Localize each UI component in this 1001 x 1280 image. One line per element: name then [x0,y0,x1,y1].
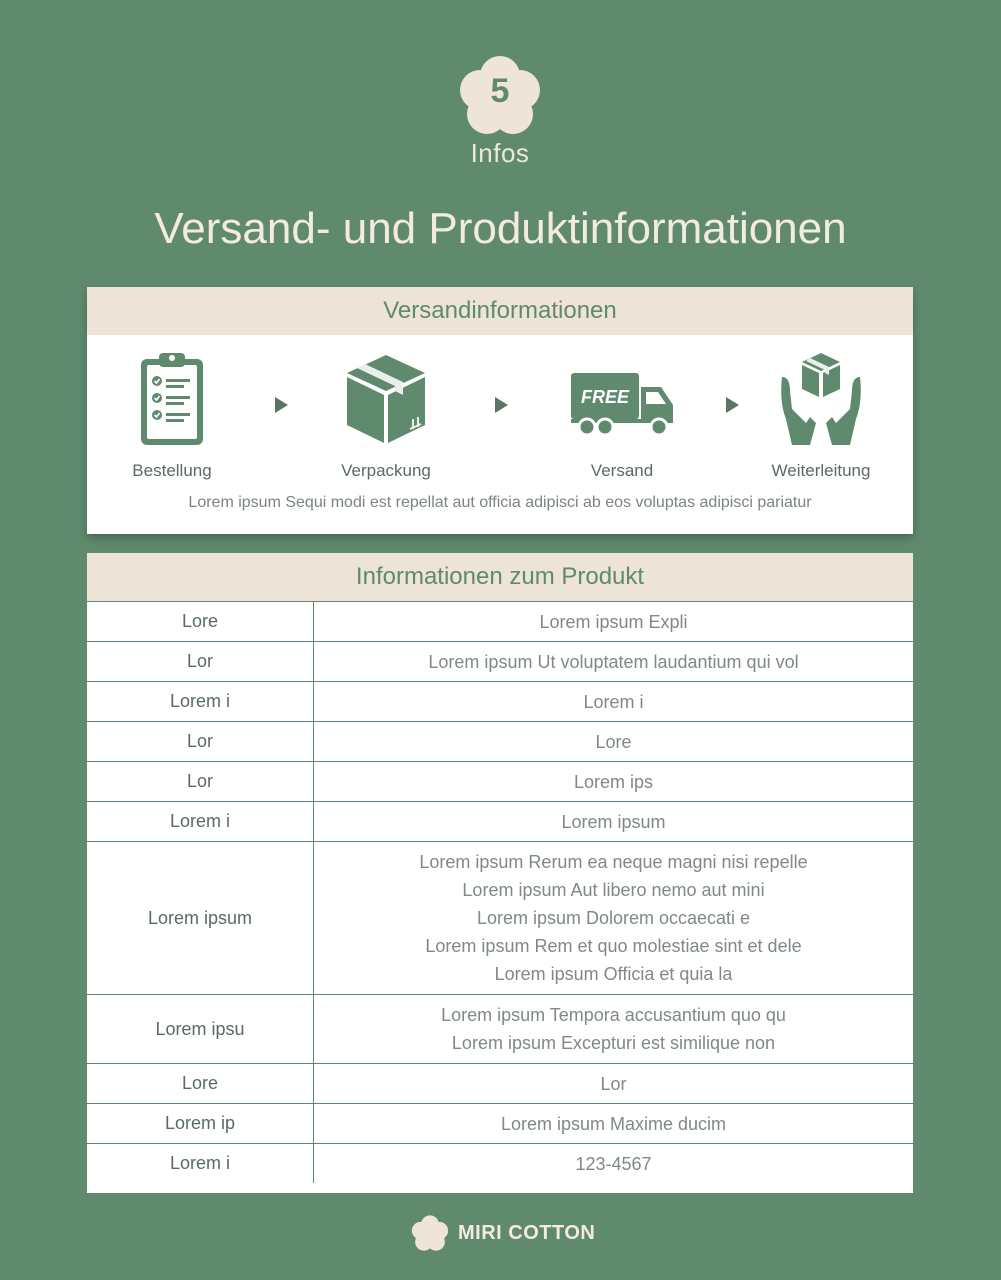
table-cell-line: 123-4567 [575,1153,652,1174]
shipping-heading: Versandinformationen [87,287,913,335]
table-cell-line: Lore [595,731,632,752]
table-cell-key: Lore [87,602,314,642]
table-cell-line: Lorem ips [573,771,654,792]
table-row [87,722,913,762]
table-cell-line: Lorem ipsum Rerum ea neque magni nisi repelle [419,852,808,872]
table-cell-value [314,802,914,842]
table-row [87,762,913,802]
table-cell-value [314,642,914,682]
table-cell-value [314,602,914,642]
page-title: Versand- und Produktinformationen [154,204,847,253]
table-cell-line: Lorem ipsum [561,811,666,832]
footer-brand [410,1212,595,1254]
table-row [87,1104,913,1144]
table-cell-key: Lorem i [87,1144,314,1184]
shipping-note: Lorem ipsum Sequi modi est repellat aut officia adipisci ab eos voluptas adipisci pariatur [188,494,812,511]
table-cell-line: Lorem i [583,691,644,712]
step-packaging [301,351,471,481]
table-row [87,1064,913,1104]
table-cell-line: Lorem ipsum Ut voluptatem laudantium qui vol [428,651,799,672]
table-cell-line: Lorem ipsum Rem et quo molestiae sint et dele [425,936,802,956]
step-forwarding [736,351,906,481]
table-cell-line: Lorem ipsum Maxime ducim [500,1113,727,1134]
table-cell-key: Lorem ipsu [87,995,314,1064]
shipping-steps [87,335,913,495]
table-cell-value [314,995,914,1064]
table-cell-value [314,682,914,722]
step-shipping [537,351,707,481]
badge-number: 5 [490,72,510,110]
table-cell-line: Lorem ipsum Aut libero nemo aut mini [462,880,765,900]
badge-label: Infos [470,138,530,168]
table-cell-line: Lorem ipsum Officia et quia la [494,964,733,984]
table-cell-value [314,722,914,762]
table-cell-line: Lorem ipsum Expli [539,611,688,632]
table-row [87,802,913,842]
table-cell-key: Lorem i [87,802,314,842]
table-cell-value [314,842,914,995]
table-cell-line: Lorem ipsum Tempora accusantium quo qu [441,1005,786,1025]
table-cell-value [314,1064,914,1104]
step-label-order: Bestellung [132,461,212,480]
table-cell-value [314,762,914,802]
flower-logo-icon [410,1213,450,1253]
step-arrow-2 [495,397,508,413]
product-heading: Informationen zum Produkt [87,553,913,602]
table-cell-value [314,1104,914,1144]
table-cell-key: Lor [87,642,314,682]
badge-flower [457,52,543,138]
hands-holding-box-icon [776,351,866,447]
table-cell-key: Lorem ip [87,1104,314,1144]
table-row [87,842,913,995]
step-label-packaging: Verpackung [341,461,431,480]
table-cell-key: Lor [87,722,314,762]
table-row [87,995,913,1064]
table-cell-line: Lor [600,1073,627,1094]
product-info-card [87,553,913,1193]
step-arrow-1 [275,397,288,413]
product-table [87,602,913,1183]
table-row [87,602,913,642]
table-row [87,1144,913,1184]
step-label-shipping: Versand [590,461,654,480]
table-cell-key: Lorem ipsum [87,842,314,995]
clipboard-checklist-icon [137,351,207,447]
step-label-forwarding: Weiterleitung [771,461,871,480]
step-order [87,351,257,481]
table-row [87,642,913,682]
table-cell-key: Lore [87,1064,314,1104]
table-cell-value [314,1144,914,1184]
table-cell-key: Lorem i [87,682,314,722]
brand-name: MIRI COTTON [458,1221,596,1244]
table-cell-key: Lor [87,762,314,802]
free-delivery-truck-icon [567,351,677,447]
table-cell-line: Lorem ipsum Dolorem occaecati e [476,908,751,928]
package-box-icon [343,351,429,447]
table-cell-line: Lorem ipsum Excepturi est similique non [451,1033,776,1053]
truck-free-text: FREE [580,387,630,407]
shipping-info-card [87,287,913,534]
table-row [87,682,913,722]
